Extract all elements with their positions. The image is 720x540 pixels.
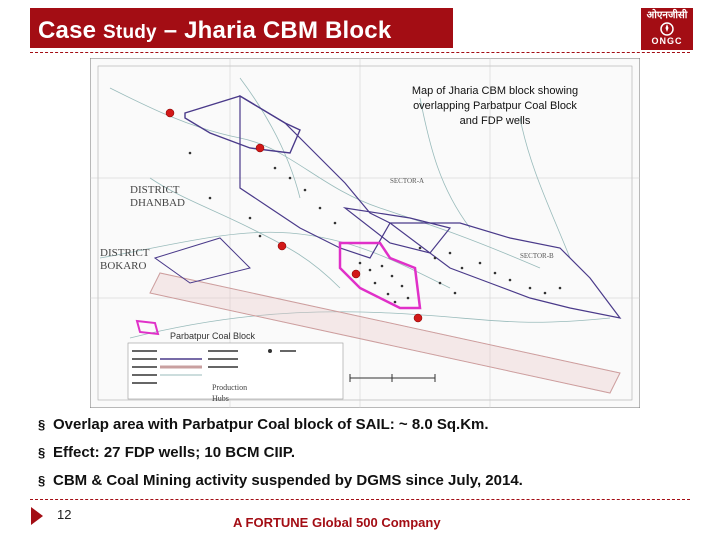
- map-caption-line2: overlapping Parbatpur Coal Block: [413, 100, 577, 112]
- title-divider: [30, 52, 690, 53]
- bullet-item: [38, 416, 708, 444]
- title-part-study: Study: [103, 22, 157, 43]
- bullet-text: Effect: 27 FDP wells; 10 BCM CIIP.: [53, 444, 296, 461]
- bullet-marker: §: [38, 417, 46, 432]
- footer-arrow-icon: [31, 507, 43, 525]
- page-number: 12: [57, 507, 72, 522]
- map-caption-line3: and FDP wells: [459, 115, 531, 127]
- production-hubs-line1: Production: [212, 383, 248, 392]
- district-dhanbad-line1: DISTRICT: [130, 184, 180, 196]
- district-bokaro-line2: BOKARO: [100, 260, 147, 272]
- map-caption: [392, 84, 598, 129]
- footer-tagline: A FORTUNE Global 500 Company: [233, 515, 441, 530]
- logo-ongc-text: ONGC: [651, 36, 683, 46]
- map-caption-line1: Map of Jharia CBM block showing: [411, 85, 579, 97]
- bullet-text: CBM & Coal Mining activity suspended by DGMS since July, 2014.: [53, 472, 523, 489]
- district-bokaro-line1: DISTRICT: [100, 247, 150, 259]
- logo-hindi-text: ओएनजीसी: [646, 10, 688, 21]
- sector-north-label: SECTOR-A: [390, 177, 425, 185]
- bullet-item: [38, 472, 708, 500]
- bullet-marker: §: [38, 445, 46, 460]
- title-part-jharia: – Jharia CBM Block: [156, 17, 392, 44]
- bullet-list: [38, 416, 708, 500]
- footer-divider: [30, 499, 690, 500]
- slide-title: [38, 17, 391, 47]
- bullet-item: [38, 444, 708, 472]
- sector-east-label: SECTOR-B: [520, 252, 554, 260]
- title-part-case: Case: [38, 17, 104, 44]
- bullet-text: Overlap area with Parbatpur Coal block of SAIL: ~ 8.0 Sq.Km.: [53, 416, 489, 433]
- ongc-logo: [641, 8, 693, 50]
- parbatpur-coal-block-label: Parbatpur Coal Block: [170, 331, 256, 341]
- production-hubs-line2: Hubs: [212, 394, 229, 403]
- district-dhanbad-line2: DHANBAD: [130, 197, 185, 209]
- bullet-marker: §: [38, 473, 46, 488]
